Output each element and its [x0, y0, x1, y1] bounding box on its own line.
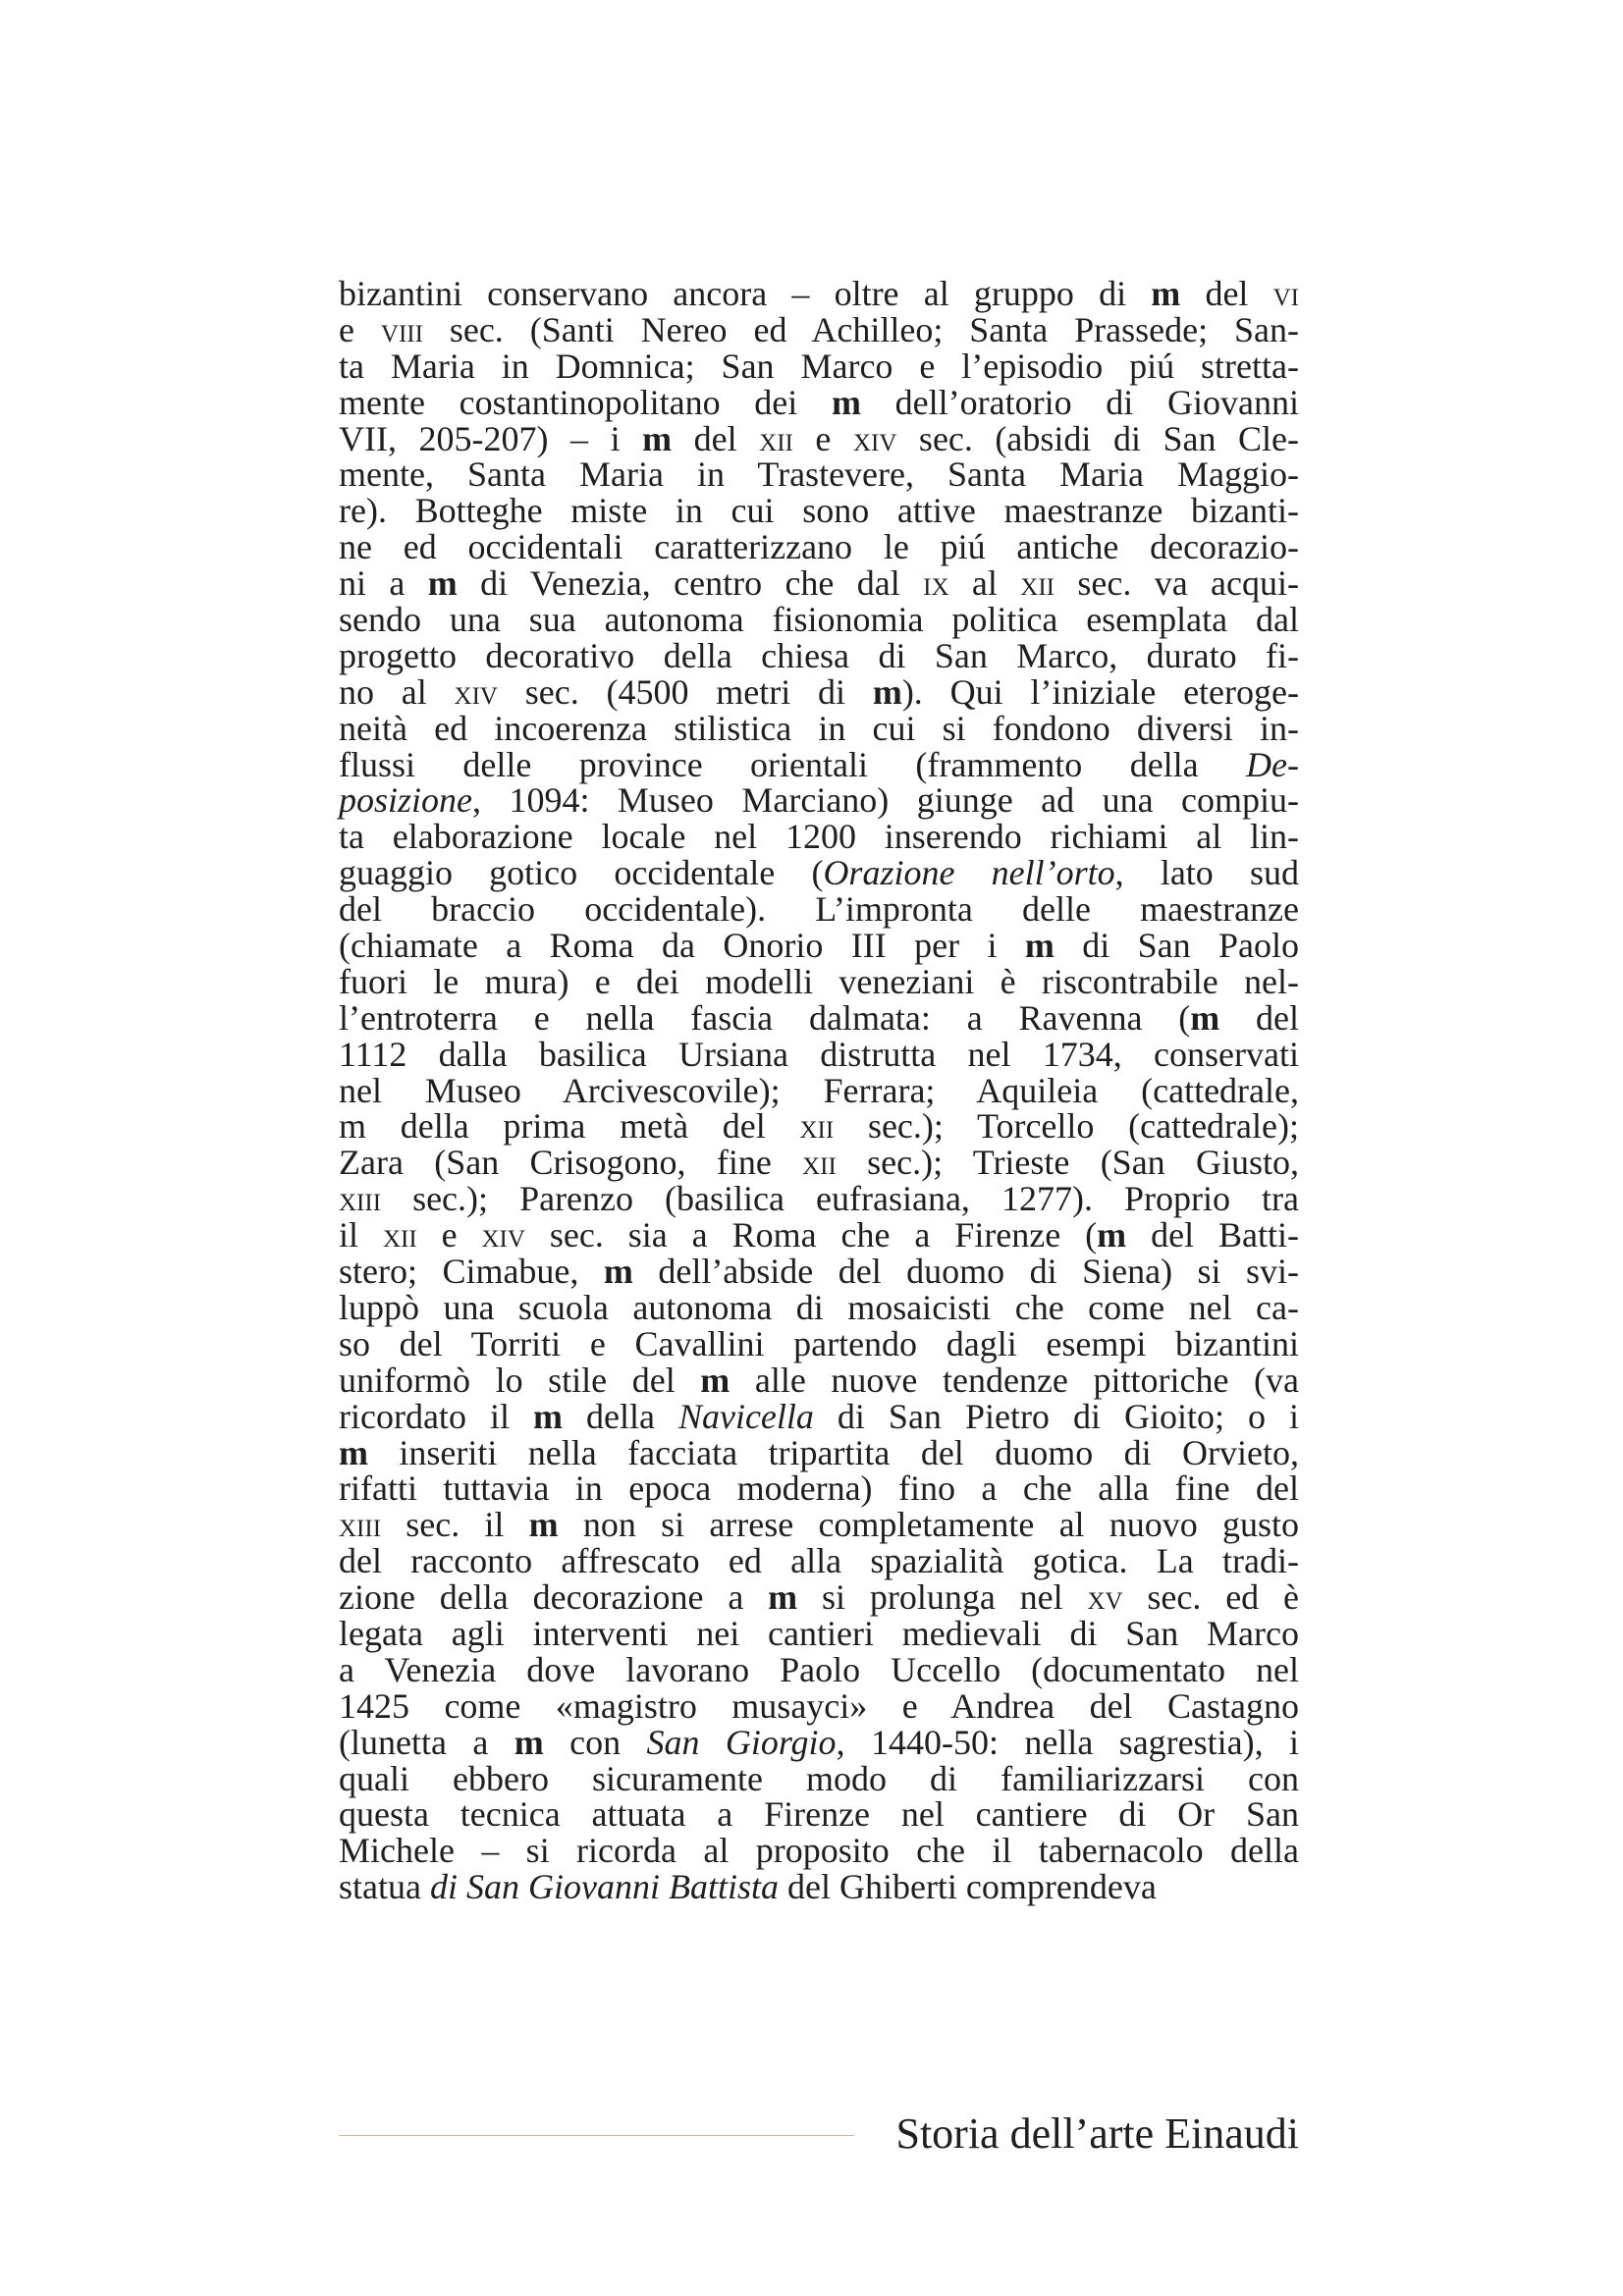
- text-line: [339, 1181, 1299, 1217]
- text-run: rifatti tuttavia in epoca moderna) fino a che alla fine del: [339, 1468, 1299, 1509]
- text-line: [339, 418, 1300, 458]
- text-line: [339, 819, 1299, 855]
- text-run: sendo una sua autonoma fisionomia politica esemplata dal: [339, 600, 1299, 640]
- text-run: xv: [1087, 1577, 1123, 1618]
- text-run: di San Paolo: [1054, 926, 1299, 966]
- text-run: m: [427, 563, 458, 604]
- text-line: [339, 928, 1299, 964]
- text-run: del Batti-: [1126, 1215, 1299, 1255]
- text-run: ). Qui l’iniziale eteroge-: [901, 671, 1299, 712]
- text-run: progetto decorativo della chiesa di San Marco, durato fi-: [339, 635, 1299, 675]
- text-run: guaggio gotico occidentale (: [339, 853, 824, 893]
- body-text: [339, 276, 1299, 1905]
- text-run: m: [532, 1396, 563, 1436]
- text-run: luppò una scuola autonoma di mosaicisti che come nel ca-: [339, 1287, 1299, 1327]
- text-run: m: [528, 1505, 559, 1545]
- text-run: posizione: [339, 780, 473, 821]
- text-run: xiii: [339, 1179, 382, 1219]
- text-line: [339, 1396, 1299, 1436]
- text-run: non si arrese completamente al nuovo gusto: [558, 1505, 1299, 1545]
- text-run: del braccio occidentale). L’impronta delle maestranze: [339, 889, 1299, 930]
- text-run: VII, 205-207) – i: [339, 418, 643, 458]
- text-run: m: [1151, 274, 1181, 313]
- text-line: [339, 855, 1299, 891]
- text-line: [339, 1869, 1299, 1905]
- text-line: [339, 1287, 1299, 1327]
- text-run: ni a: [339, 563, 428, 604]
- text-run: dell’abside del duomo di Siena) si svi-: [632, 1252, 1299, 1292]
- text-run: m: [700, 1360, 730, 1400]
- text-run: statua: [339, 1867, 430, 1907]
- text-run: ta Maria in Domnica; San Marco e l’episodio piú stretta-: [339, 346, 1299, 386]
- text-line: [339, 1543, 1299, 1579]
- text-line: [339, 1507, 1299, 1543]
- text-run: xiv: [481, 1215, 525, 1255]
- text-run: fuori le mura) e dei modelli veneziani è riscontrabile nel-: [339, 961, 1299, 1001]
- text-line: [339, 1649, 1299, 1689]
- text-line: [339, 309, 1299, 349]
- text-run: e: [416, 1215, 482, 1255]
- text-run: m: [831, 382, 861, 422]
- text-line: [339, 1362, 1299, 1399]
- text-line: [339, 529, 1299, 565]
- text-run: sec. sia a Roma che a Firenze (: [524, 1215, 1098, 1255]
- footer-title: Storia dell’arte Einaudi: [895, 2109, 1299, 2158]
- text-run: xiv: [852, 418, 897, 458]
- text-run: al: [948, 563, 1021, 604]
- text-line: [339, 1034, 1299, 1074]
- text-run: della: [562, 1396, 678, 1436]
- text-run: l’entroterra e nella fascia dalmata: a Ravenna (: [339, 997, 1191, 1038]
- text-run: e: [792, 418, 853, 458]
- text-run: e: [339, 309, 381, 349]
- text-run: m: [514, 1722, 544, 1762]
- text-line: [339, 708, 1299, 748]
- text-run: 1112 dalla basilica Ursiana distrutta nel 1734, conservati: [339, 1034, 1299, 1074]
- text-run: legata agli interventi nei cantieri medievali di San Marco: [339, 1613, 1299, 1653]
- text-run: bizantini conservano ancora – oltre al gruppo di: [339, 274, 1152, 313]
- text-run: sec.); Torcello (cattedrale);: [834, 1106, 1299, 1147]
- text-run: m: [1097, 1215, 1127, 1255]
- text-run: , 1440-50: nella sagrestia), i: [836, 1722, 1300, 1762]
- text-run: a Venezia dove lavorano Paolo Uccello (documentato nel: [339, 1649, 1299, 1689]
- text-run: con: [543, 1722, 647, 1762]
- text-line: [339, 782, 1299, 819]
- text-run: m: [1190, 997, 1220, 1038]
- text-line: [339, 1579, 1299, 1616]
- text-run: xii: [802, 1143, 837, 1183]
- text-line: [339, 1217, 1299, 1254]
- text-line: [339, 1758, 1299, 1798]
- text-run: sec. il: [381, 1505, 529, 1545]
- text-run: sec. va acqui-: [1054, 563, 1299, 604]
- text-run: sec.); Parenzo (basilica eufrasiana, 1277). Proprio tra: [381, 1179, 1299, 1219]
- text-run: Michele – si ricorda al proposito che il tabernacolo della: [339, 1831, 1299, 1871]
- text-run: ta elaborazione locale nel 1200 inserendo richiami al lin-: [339, 817, 1299, 857]
- text-run: m: [603, 1252, 633, 1292]
- text-run: (lunetta a: [339, 1722, 514, 1762]
- text-run: di Venezia, centro che dal: [457, 563, 924, 604]
- text-line: [339, 276, 1299, 312]
- text-run: so del Torriti e Cavallini partendo dagli esempi bizantini: [339, 1323, 1299, 1363]
- text-run: sec. (4500 metri di: [497, 671, 873, 712]
- text-run: m: [768, 1577, 798, 1618]
- text-line: [339, 1833, 1299, 1869]
- text-line: [339, 635, 1299, 675]
- text-run: si prolunga nel: [797, 1577, 1088, 1618]
- text-run: sec. (absidi di San Cle-: [896, 418, 1300, 458]
- text-line: [339, 1070, 1299, 1110]
- text-run: xiv: [454, 671, 498, 712]
- text-line: [339, 961, 1299, 1001]
- text-line: [339, 1323, 1299, 1363]
- footer-rule: [339, 2135, 854, 2136]
- text-line: [339, 493, 1299, 529]
- text-run: alle nuove tendenze pittoriche (va: [730, 1360, 1299, 1400]
- text-run: xii: [1020, 563, 1055, 604]
- text-run: De-: [1246, 744, 1299, 784]
- text-run: vi: [1272, 274, 1300, 313]
- text-run: sec. (Santi Nereo ed Achilleo; Santa Prassede; San-: [422, 309, 1299, 349]
- text-run: di San Giovanni Battista: [429, 1867, 779, 1907]
- text-line: [339, 456, 1299, 493]
- text-run: il: [339, 1215, 383, 1255]
- text-run: stero; Cimabue,: [339, 1252, 604, 1292]
- text-run: mente, Santa Maria in Trastevere, Santa Maria Maggio-: [339, 454, 1299, 495]
- text-run: m della prima metà del: [339, 1106, 800, 1147]
- text-run: (chiamate a Roma da Onorio III per i: [339, 926, 1025, 966]
- text-run: no al: [339, 671, 455, 712]
- text-run: quali ebbero sicuramente modo di familiarizzarsi con: [339, 1758, 1299, 1798]
- text-line: [339, 1254, 1299, 1290]
- text-run: viii: [380, 309, 423, 349]
- text-line: [339, 891, 1299, 928]
- text-run: m: [339, 1432, 368, 1472]
- text-run: del racconto affrescato ed alla spazialità gotica. La tradi-: [339, 1541, 1299, 1581]
- text-run: xii: [382, 1215, 417, 1255]
- text-run: zione della decorazione a: [339, 1577, 769, 1618]
- text-run: neità ed incoerenza stilistica in cui si fondono diversi in-: [339, 708, 1299, 748]
- text-run: dell’oratorio di Giovanni: [860, 382, 1299, 422]
- text-run: San Giorgio: [646, 1722, 837, 1762]
- text-line: [339, 1613, 1299, 1653]
- text-line: [339, 602, 1299, 638]
- text-run: del: [1219, 997, 1299, 1038]
- text-line: [339, 1470, 1299, 1507]
- text-run: ix: [923, 563, 949, 604]
- text-line: [339, 1108, 1299, 1145]
- text-run: del: [1180, 274, 1273, 313]
- text-line: [339, 1796, 1299, 1833]
- text-run: m: [1024, 926, 1055, 966]
- text-run: flussi delle province orientali (frammento della: [339, 744, 1247, 784]
- text-run: sec.); Trieste (San Giusto,: [836, 1143, 1299, 1183]
- text-line: [339, 1722, 1300, 1762]
- text-run: ricordato il: [339, 1396, 533, 1436]
- text-run: sec. ed è: [1122, 1577, 1299, 1618]
- text-run: xii: [759, 418, 793, 458]
- text-run: , 1094: Museo Marciano) giunge ad una compiu-: [472, 780, 1299, 821]
- text-run: xiii: [339, 1505, 382, 1545]
- text-line: [339, 744, 1299, 784]
- text-run: xii: [799, 1106, 835, 1147]
- text-run: uniformò lo stile del: [339, 1360, 701, 1400]
- text-run: , lato sud: [1114, 853, 1300, 893]
- text-run: m: [872, 671, 902, 712]
- text-line: [339, 997, 1299, 1038]
- text-line: [339, 1432, 1299, 1472]
- text-run: nel Museo Arcivescovile); Ferrara; Aquileia (cattedrale,: [339, 1070, 1299, 1110]
- text-run: re). Botteghe miste in cui sono attive maestranze bizanti-: [339, 491, 1299, 531]
- text-run: Navicella: [677, 1396, 814, 1436]
- text-line: [339, 348, 1299, 385]
- text-run: ne ed occidentali caratterizzano le piú antiche decorazio-: [339, 527, 1299, 567]
- text-line: [339, 382, 1299, 422]
- text-run: di San Pietro di Gioito; o i: [813, 1396, 1299, 1436]
- text-run: Orazione nell’orto: [823, 853, 1115, 893]
- text-run: del: [672, 418, 760, 458]
- text-run: Zara (San Crisogono, fine: [339, 1143, 803, 1183]
- text-run: inseriti nella facciata tripartita del duomo di Orvieto,: [368, 1432, 1299, 1472]
- text-run: questa tecnica attuata a Firenze nel cantiere di Or San: [339, 1794, 1299, 1835]
- text-run: mente costantinopolitano dei: [339, 382, 832, 422]
- text-line: [339, 671, 1299, 712]
- text-line: [339, 1145, 1299, 1181]
- text-line: [339, 565, 1299, 602]
- text-run: 1425 come «magistro musayci» e Andrea del Castagno: [339, 1685, 1299, 1726]
- text-run: m: [642, 418, 673, 458]
- text-line: [339, 1685, 1299, 1726]
- text-run: del Ghiberti comprendeva: [778, 1867, 1157, 1907]
